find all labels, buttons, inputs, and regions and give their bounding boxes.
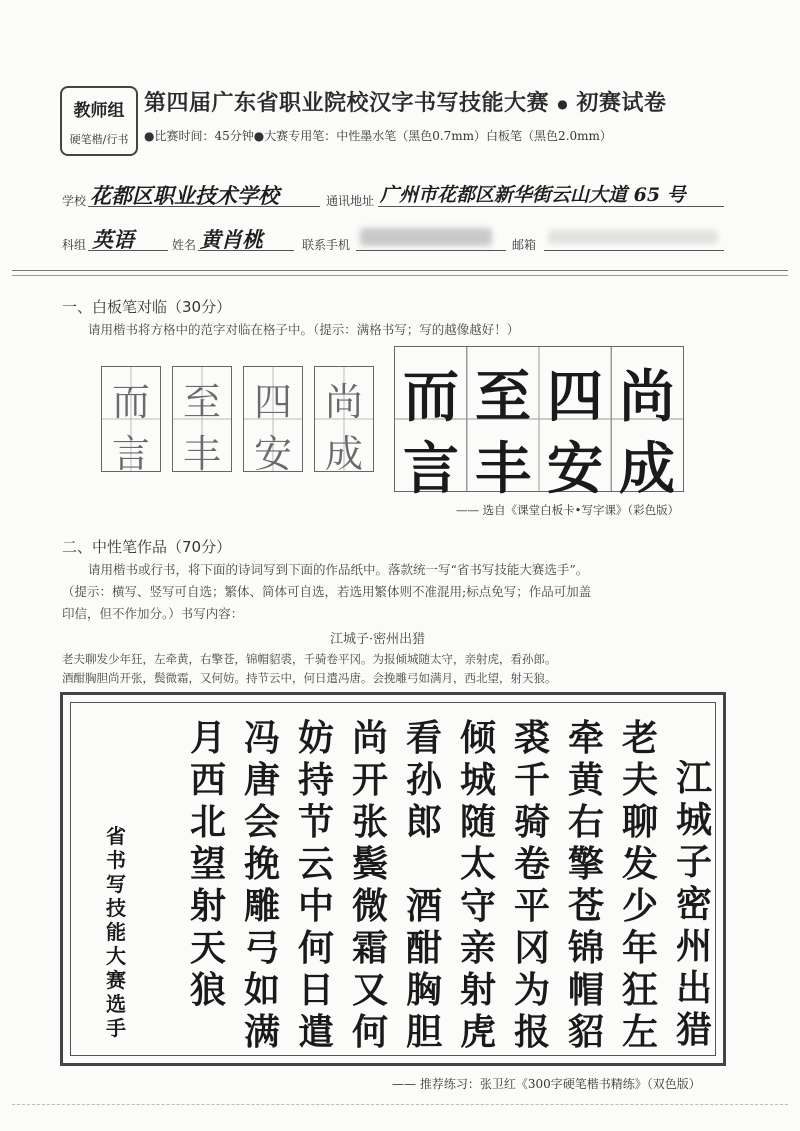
signature-char: 技 [106, 896, 126, 920]
phone-underline [356, 250, 506, 251]
artwork-char: 年 [621, 927, 658, 969]
model-char-4: 尚 [619, 365, 675, 430]
subject-value: 英语 [92, 227, 134, 252]
artwork-char: 射 [459, 969, 496, 1011]
artwork-char: 看 [405, 717, 442, 759]
signature-char: 大 [106, 944, 126, 968]
artwork-char: 微 [351, 885, 388, 927]
signature-char: 选 [106, 992, 126, 1016]
artwork-char: 裘 [513, 717, 550, 759]
artwork-char: 聊 [621, 801, 658, 843]
signature-char: 赛 [106, 968, 126, 992]
artwork-char: 日 [297, 969, 334, 1011]
section2-instruction-1: 请用楷书或行书，将下面的诗词写到下面的作品纸中。落款统一写“省书写技能大赛选手”。 [88, 562, 589, 577]
artwork-char: 随 [459, 801, 496, 843]
section1-source: —— 选自《课堂白板卡•写字课》（彩色版） [456, 503, 680, 517]
model-grid [394, 346, 684, 502]
artwork-char: 左 [621, 1011, 658, 1053]
section1-heading: 一、白板笔对临（30分） [62, 298, 232, 316]
signature-char: 书 [106, 848, 126, 872]
artwork-char: 又 [351, 969, 388, 1011]
artwork-char: 弓 [243, 927, 280, 969]
poem-line-1: 老夫聊发少年狂，左牵黄，右擎苍，锦帽貂裘，千骑卷平冈。为报倾城随太守，亲射虎，看孙郎。 [62, 652, 557, 666]
practice-char-2: 至 [182, 380, 221, 424]
artwork-char: 狂 [621, 969, 658, 1011]
model-char-7: 安 [547, 437, 603, 502]
practice-char-8: 成 [324, 432, 363, 476]
artwork-char: 酒 [405, 885, 442, 927]
artwork-char: 尚 [351, 717, 388, 759]
section2-instruction-3: 印信，但不作加分。）书写内容： [62, 606, 244, 621]
footer-recommend: —— 推荐练习：张卫红《300字硬笔楷书精练》（双色版） [392, 1077, 701, 1091]
model-char-5: 言 [403, 437, 459, 502]
school-underline [88, 206, 320, 207]
practice-char-5: 言 [111, 432, 150, 476]
signature-char: 写 [106, 872, 126, 896]
section1-instruction: 请用楷书将方格中的范字对临在格子中。（提示：满格书写；写的越像越好！） [88, 322, 520, 337]
artwork-char: 持 [297, 759, 334, 801]
school-label: 学校 [62, 194, 87, 208]
artwork-char: 何 [351, 1011, 388, 1053]
name-underline [198, 250, 294, 251]
artwork-char: 城 [675, 799, 712, 841]
artwork-char: 望 [189, 843, 226, 885]
artwork-char: 子 [675, 841, 712, 883]
artwork-char: 锦 [567, 927, 604, 969]
subject-label: 科组 [62, 238, 87, 252]
section2-heading: 二、中性笔作品（70分） [62, 538, 232, 556]
badge-main: 教师组 [73, 101, 125, 121]
title-suffix: 初赛试卷 [576, 91, 667, 116]
artwork-char: 骑 [513, 801, 550, 843]
poem-line-2: 酒酣胸胆尚开张，鬓微霜，又何妨。持节云中，何日遣冯唐。会挽雕弓如满月，西北望，射天狼。 [62, 671, 557, 685]
practice-char-3: 四 [253, 380, 292, 424]
artwork-char: 城 [459, 759, 496, 801]
artwork-char: 天 [189, 927, 226, 969]
artwork-char: 鬓 [351, 843, 388, 885]
artwork-char: 郎 [405, 801, 442, 843]
contest-info: ●比赛时间：45分钟●大赛专用笔：中性墨水笔（黑色0.7mm）白板笔（黑色2.0mm） [144, 129, 612, 143]
artwork-char: 江 [675, 757, 712, 799]
artwork-char: 唐 [243, 759, 280, 801]
artwork-char: 卷 [513, 843, 550, 885]
title-text: 第四届广东省职业院校汉字书写技能大赛 [144, 91, 550, 116]
artwork-char: 右 [567, 801, 604, 843]
artwork-char: 太 [459, 843, 496, 885]
address-underline [378, 206, 724, 207]
artwork-char: 酣 [405, 927, 442, 969]
practice-char-7: 安 [253, 432, 292, 476]
artwork-char: 守 [459, 885, 496, 927]
model-char-6: 丰 [475, 437, 531, 502]
artwork-char: 黄 [567, 759, 604, 801]
email-label: 邮箱 [512, 238, 537, 252]
practice-char-6: 丰 [182, 432, 221, 476]
artwork-char: 会 [243, 801, 280, 843]
artwork-char: 猎 [675, 1009, 712, 1051]
signature-char: 手 [106, 1016, 126, 1040]
artwork-char: 倾 [459, 717, 496, 759]
artwork-char: 妨 [297, 717, 334, 759]
artwork-char: 如 [243, 969, 280, 1011]
practice-grid-2[interactable] [172, 366, 232, 476]
practice-grid-4[interactable] [314, 366, 374, 476]
page-title [144, 86, 666, 117]
artwork-char: 胆 [405, 1011, 442, 1053]
artwork-char: 为 [513, 969, 550, 1011]
artwork-char: 云 [297, 843, 334, 885]
artwork-char: 狼 [189, 969, 226, 1011]
address-label: 通讯地址 [326, 194, 375, 208]
artwork-char: 霜 [351, 927, 388, 969]
email-redacted [548, 230, 718, 244]
signature-char: 省 [106, 824, 126, 848]
email-underline [544, 250, 724, 251]
artwork-char: 张 [351, 801, 388, 843]
artwork-char: 夫 [621, 759, 658, 801]
phone-label: 联系手机 [302, 238, 351, 252]
artwork-char: 月 [189, 717, 226, 759]
model-char-8: 成 [619, 437, 675, 502]
school-value: 花都区职业技术学校 [90, 183, 279, 208]
address-value: 广州市花都区新华街云山大道 65 号 [380, 184, 686, 206]
artwork-char: 挽 [243, 843, 280, 885]
poem-title: 江城子·密州出猎 [330, 632, 426, 647]
artwork-char: 开 [351, 759, 388, 801]
artwork-char: 亲 [459, 927, 496, 969]
artwork-char: 胸 [405, 969, 442, 1011]
practice-grid-3[interactable] [243, 366, 303, 476]
footer-divider [12, 1104, 788, 1105]
artwork-char: 何 [297, 927, 334, 969]
artwork-char: 冯 [243, 717, 280, 759]
artwork-char: 中 [297, 885, 334, 927]
artwork-char: 雕 [243, 885, 280, 927]
artwork-char: 少 [621, 885, 658, 927]
group-badge [60, 86, 138, 156]
artwork-char: 发 [621, 843, 658, 885]
artwork-char: 牵 [567, 717, 604, 759]
artwork-char: 出 [675, 967, 712, 1009]
model-char-1: 而 [403, 365, 459, 430]
artwork-char: 帽 [567, 969, 604, 1011]
section2-instruction-2: （提示：横写、竖写可自选；繁体、简体可自选，若选用繁体则不准混用;标点免写；作品可加盖 [62, 584, 592, 599]
model-char-3: 四 [547, 365, 603, 430]
artwork-char: 报 [513, 1011, 550, 1053]
artwork-char: 貂 [567, 1011, 604, 1053]
badge-sub: 硬笔楷/行书 [69, 133, 129, 146]
artwork-char: 平 [513, 885, 550, 927]
subject-underline [88, 250, 168, 251]
artwork-char: 节 [297, 801, 334, 843]
header-divider [12, 270, 788, 271]
name-value: 黄肖桃 [200, 227, 263, 252]
artwork-char: 老 [621, 717, 658, 759]
artwork-char: 孙 [405, 759, 442, 801]
artwork-char: 遣 [297, 1011, 334, 1053]
model-char-2: 至 [475, 365, 531, 430]
artwork-char: 射 [189, 885, 226, 927]
artwork-char: 满 [243, 1011, 280, 1053]
artwork-char: 冈 [513, 927, 550, 969]
practice-char-1: 而 [111, 380, 150, 424]
artwork-char: 西 [189, 759, 226, 801]
artwork-char: 虎 [459, 1011, 496, 1053]
signature-char: 能 [106, 920, 126, 944]
artwork-char: 北 [189, 801, 226, 843]
practice-grid-1[interactable] [101, 366, 161, 476]
artwork-char: 擎 [567, 843, 604, 885]
phone-redacted [360, 228, 492, 246]
header-divider-2 [12, 275, 788, 276]
artwork-char: 州 [675, 925, 712, 967]
practice-char-4: 尚 [324, 380, 363, 424]
artwork-char: 密 [675, 883, 712, 925]
artwork-char: 千 [513, 759, 550, 801]
name-label: 姓名 [172, 238, 197, 252]
artwork-char: 苍 [567, 885, 604, 927]
title-mark: ● [557, 97, 569, 111]
